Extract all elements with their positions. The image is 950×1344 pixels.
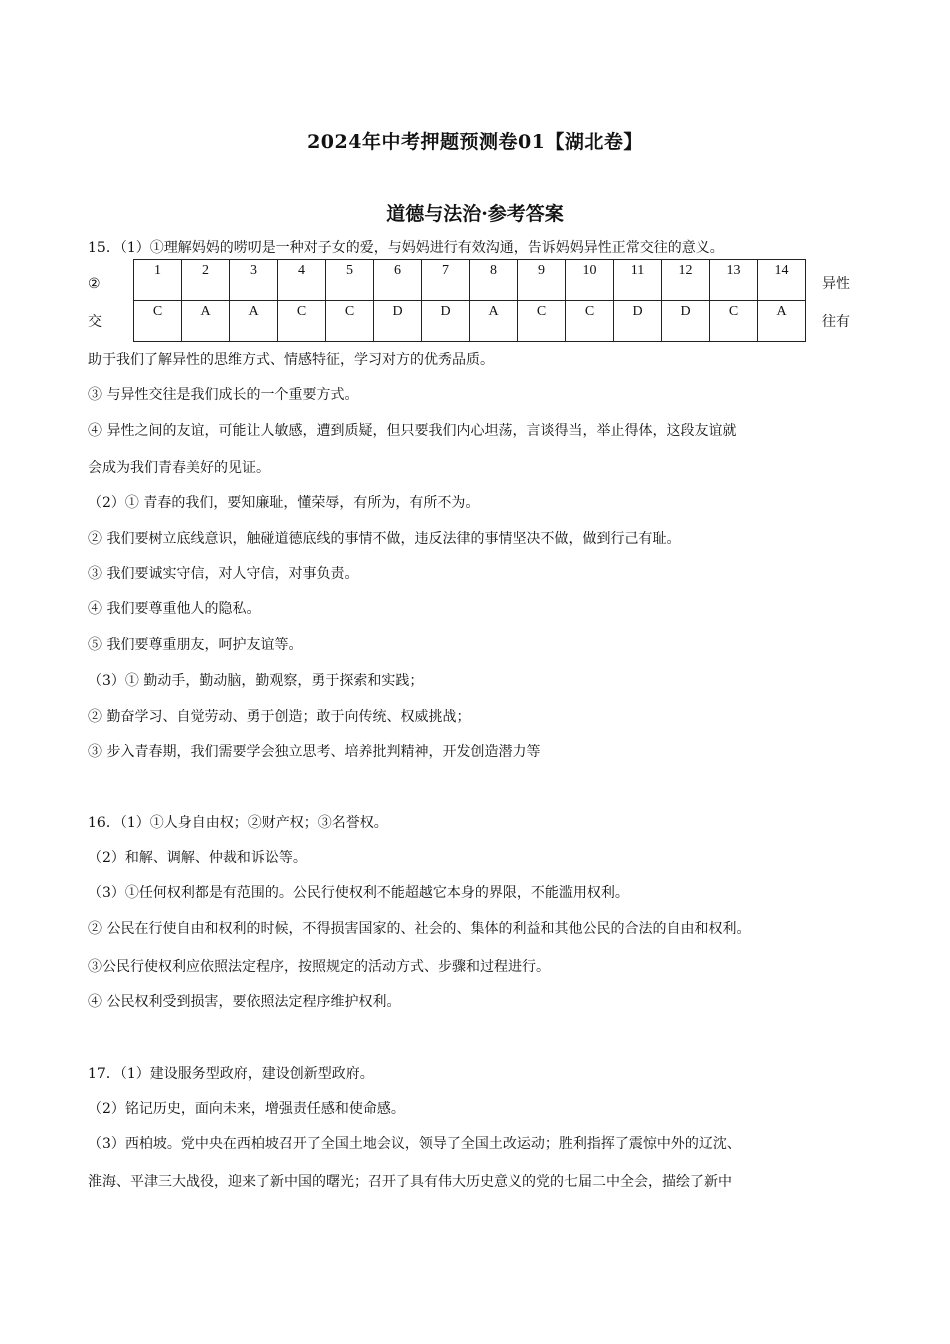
q17-line-2: （2）铭记历史，面向未来，增强责任感和使命感。: [88, 1101, 405, 1117]
q15-right-text-2: 往有: [822, 314, 850, 330]
q16-line-2: （2）和解、调解、仲裁和诉讼等。: [88, 850, 307, 866]
q15-line-4: ④ 异性之间的友谊，可能让人敏感，遭到质疑，但只要我们内心坦荡，言谈得当，举止得体，这段友谊就: [88, 423, 737, 439]
table-cell-number: 11: [614, 260, 662, 301]
answer-table-number-row: [134, 260, 806, 301]
table-cell-number: 9: [518, 260, 566, 301]
page-title: 2024年中考押题预测卷01【湖北卷】: [307, 131, 643, 153]
table-cell-number: 10: [566, 260, 614, 301]
q17-line-1: 17．（1）建设服务型政府，建设创新型政府。: [88, 1066, 374, 1082]
q15-left-char: 交: [88, 314, 102, 330]
q15-line-3: ③ 与异性交往是我们成长的一个重要方式。: [88, 387, 359, 403]
q15-line-8: ③ 我们要诚实守信，对人守信，对事负责。: [88, 566, 359, 582]
q16-line-4: ② 公民在行使自由和权利的时候，不得损害国家的、社会的、集体的利益和其他公民的合法的自由和权利。: [88, 921, 751, 937]
q15-line-11: （3）① 勤动手，勤动脑，勤观察，勇于探索和实践；: [88, 673, 424, 689]
table-cell-answer: C: [278, 301, 326, 342]
table-cell-number: 14: [758, 260, 806, 301]
table-cell-number: 5: [326, 260, 374, 301]
q17-line-3: （3）西柏坡。党中央在西柏坡召开了全国土地会议，领导了全国土改运动；胜利指挥了震惊中外的辽沈、: [88, 1136, 741, 1152]
q16-line-6: ④ 公民权利受到损害，要依照法定程序维护权利。: [88, 994, 401, 1010]
table-cell-answer: D: [422, 301, 470, 342]
q16-line-3: （3）①任何权利都是有范围的。公民行使权利不能超越它本身的界限，不能滥用权利。: [88, 885, 629, 901]
table-cell-answer: D: [374, 301, 422, 342]
table-cell-answer: C: [710, 301, 758, 342]
table-cell-answer: A: [230, 301, 278, 342]
q15-line-2: 助于我们了解异性的思维方式、情感特征，学习对方的优秀品质。: [88, 352, 494, 368]
table-cell-number: 6: [374, 260, 422, 301]
table-cell-number: 7: [422, 260, 470, 301]
q15-line-13: ③ 步入青春期，我们需要学会独立思考、培养批判精神，开发创造潜力等: [88, 744, 541, 760]
table-cell-number: 1: [134, 260, 182, 301]
table-cell-number: 3: [230, 260, 278, 301]
table-cell-number: 12: [662, 260, 710, 301]
q15-line-5: 会成为我们青春美好的见证。: [88, 460, 270, 476]
q15-line-1: 15．（1）①理解妈妈的唠叨是一种对子女的爱，与妈妈进行有效沟通，告诉妈妈异性正常交往的意义。: [88, 240, 724, 256]
table-cell-answer: C: [518, 301, 566, 342]
q15-line-12: ② 勤奋学习、自觉劳动、勇于创造；敢于向传统、权威挑战；: [88, 709, 471, 725]
table-cell-answer: C: [326, 301, 374, 342]
table-cell-number: 2: [182, 260, 230, 301]
table-cell-number: 8: [470, 260, 518, 301]
table-cell-number: 13: [710, 260, 758, 301]
q15-left-marker: ②: [88, 276, 101, 292]
q15-line-6: （2）① 青春的我们，要知廉耻，懂荣辱，有所为，有所不为。: [88, 495, 480, 511]
answer-table: [133, 259, 806, 342]
answer-table-answer-row: [134, 301, 806, 342]
q16-line-5: ③公民行使权利应依照法定程序，按照规定的活动方式、步骤和过程进行。: [88, 959, 550, 975]
q17-line-4: 淮海、平津三大战役，迎来了新中国的曙光；召开了具有伟大历史意义的党的七届二中全会，描绘了新中: [88, 1174, 732, 1190]
table-cell-answer: D: [662, 301, 710, 342]
page-subtitle: 道德与法治·参考答案: [386, 203, 564, 225]
table-cell-answer: A: [758, 301, 806, 342]
table-cell-answer: C: [566, 301, 614, 342]
q15-right-text-1: 异性: [822, 276, 850, 292]
table-cell-answer: D: [614, 301, 662, 342]
q15-line-10: ⑤ 我们要尊重朋友，呵护友谊等。: [88, 637, 303, 653]
q15-line-7: ② 我们要树立底线意识，触碰道德底线的事情不做，违反法律的事情坚决不做，做到行己有耻。: [88, 531, 681, 547]
table-cell-answer: A: [470, 301, 518, 342]
table-cell-answer: A: [182, 301, 230, 342]
table-cell-answer: C: [134, 301, 182, 342]
table-cell-number: 4: [278, 260, 326, 301]
q16-line-1: 16．（1）①人身自由权；②财产权；③名誉权。: [88, 815, 388, 831]
q15-line-9: ④ 我们要尊重他人的隐私。: [88, 601, 261, 617]
